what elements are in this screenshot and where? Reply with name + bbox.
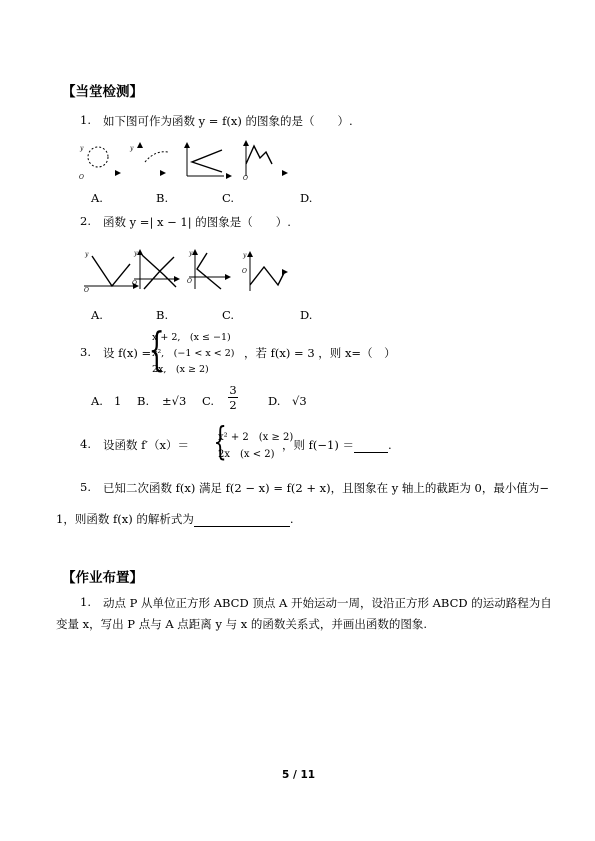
x-arrow-icon (225, 274, 231, 280)
piecewise-brace-icon: { (148, 322, 165, 376)
v-curve (92, 256, 130, 286)
q3-option-b-value: ±√3 (162, 394, 187, 408)
q4-case-2: 2x (x < 2) (218, 449, 275, 460)
question-5-period: . (289, 512, 294, 526)
x-arrow-icon (160, 170, 166, 176)
homework-1-line-2: 变量 x，写出 P 点与 A 点距离 y 与 x 的函数关系式，并画出函数的图象. (56, 617, 428, 631)
question-5-line-2 (56, 511, 294, 527)
piecewise-brace-icon: { (213, 419, 227, 463)
section-heading-in-class-test: 【当堂检测】 (62, 84, 143, 100)
origin-label: O (84, 287, 89, 294)
answer-blank (194, 512, 290, 527)
zigzag-curve (246, 146, 272, 164)
origin-label: O (243, 175, 248, 182)
question-4-prefix: 设函数 f′（x）＝ (103, 438, 190, 452)
w-curve (250, 267, 284, 285)
circle-curve (88, 147, 108, 167)
question-4-suffix: ，则 f(−1) ＝ . (282, 438, 392, 452)
question-5-line-2-text: 1，则函数 f(x) 的解析式为 (56, 512, 194, 526)
origin-label: O (242, 268, 247, 275)
x-arrow-icon (174, 276, 180, 282)
answer-blank (354, 438, 388, 453)
bent-curve (197, 253, 221, 289)
x-arrow-icon (282, 269, 288, 275)
y-axis-label: y (130, 145, 134, 152)
q1-option-a: A. (91, 191, 103, 205)
x-arrow-icon (226, 173, 232, 179)
homework-1-line-1: 动点 P 从单位正方形 ABCD 顶点 A 开始运动一周，设沿正方形 ABCD 的运动路程为自 (103, 596, 552, 610)
question-5-number: 5. (80, 480, 91, 494)
y-arrow-icon (184, 142, 190, 148)
question-3-number: 3. (80, 345, 91, 359)
fraction-denominator: 2 (229, 398, 237, 412)
y-axis-label: y (243, 252, 247, 259)
q3-option-c-label: C. (202, 394, 215, 408)
question-3-prefix: 设 f(x) = (103, 346, 152, 360)
q4-case-1: x² + 2 (x ≥ 2) (218, 432, 294, 443)
fraction-numerator: 3 (229, 383, 237, 397)
question-2-text: 函数 y =| x − 1| 的图象是（ ）. (103, 215, 291, 229)
q3-option-a-label: A. (91, 394, 103, 408)
y-arrow-icon (137, 142, 143, 148)
q1-graph-d (238, 138, 298, 182)
q1-graph-c (182, 140, 242, 182)
q3-case-3: 2x, (x ≥ 2) (152, 364, 209, 375)
q3-option-d-label: D. (268, 394, 281, 408)
page-number: 5 / 11 (282, 769, 316, 781)
question-4-suffix-text: ，则 f(−1) ＝ (282, 438, 354, 452)
v-curve (192, 150, 222, 172)
q3-option-c-fraction (228, 383, 238, 412)
q3-case-1: x + 2, (x ≤ −1) (152, 332, 231, 343)
q2-option-a: A. (91, 308, 103, 322)
q1-option-d: D. (300, 191, 313, 205)
q3-case-2: x², (−1 < x < 2) (152, 348, 235, 359)
q1-graph-a (78, 142, 128, 182)
y-axis-label: y (134, 250, 138, 257)
y-axis-label: y (85, 251, 89, 258)
q2-graph-c (185, 247, 240, 292)
q1-graph-b (130, 140, 185, 182)
origin-label: O (132, 280, 137, 287)
y-axis-label: y (189, 250, 193, 257)
y-arrow-icon (192, 249, 198, 255)
q2-option-d: D. (300, 308, 313, 322)
q2-graph-b (130, 247, 185, 292)
x-arrow-icon (282, 170, 288, 176)
q3-option-d-value: √3 (292, 394, 307, 408)
question-5-line-1: 已知二次函数 f(x) 满足 f(2 − x) = f(2 + x)，且图象在 y 轴上的截距为 0，最小值为− (103, 481, 549, 495)
question-3-suffix: ，若 f(x) = 3 ，则 x=（ ） (244, 346, 396, 360)
y-arrow-icon (137, 249, 143, 255)
y-arrow-icon (247, 251, 253, 257)
y-arrow-icon (243, 140, 249, 146)
y-axis-label: y (80, 145, 84, 152)
q3-option-b-label: B. (137, 394, 150, 408)
q1-option-b: B. (156, 191, 169, 205)
x-arrow-icon (115, 170, 121, 176)
question-1-number: 1. (80, 113, 91, 127)
q2-option-b: B. (156, 308, 169, 322)
section-heading-homework: 【作业布置】 (62, 570, 143, 586)
q3-option-a-value: 1 (114, 394, 122, 408)
origin-label: O (187, 278, 192, 285)
q1-option-c: C. (222, 191, 235, 205)
question-2-number: 2. (80, 214, 91, 228)
question-4-number: 4. (80, 437, 91, 451)
arc-curve (145, 152, 168, 162)
homework-1-number: 1. (80, 595, 91, 609)
q2-option-c: C. (222, 308, 235, 322)
origin-label: O (79, 174, 84, 181)
question-1-text: 如下图可作为函数 y = f(x) 的图象的是（ ）. (103, 114, 353, 128)
q2-graph-d (238, 247, 298, 292)
